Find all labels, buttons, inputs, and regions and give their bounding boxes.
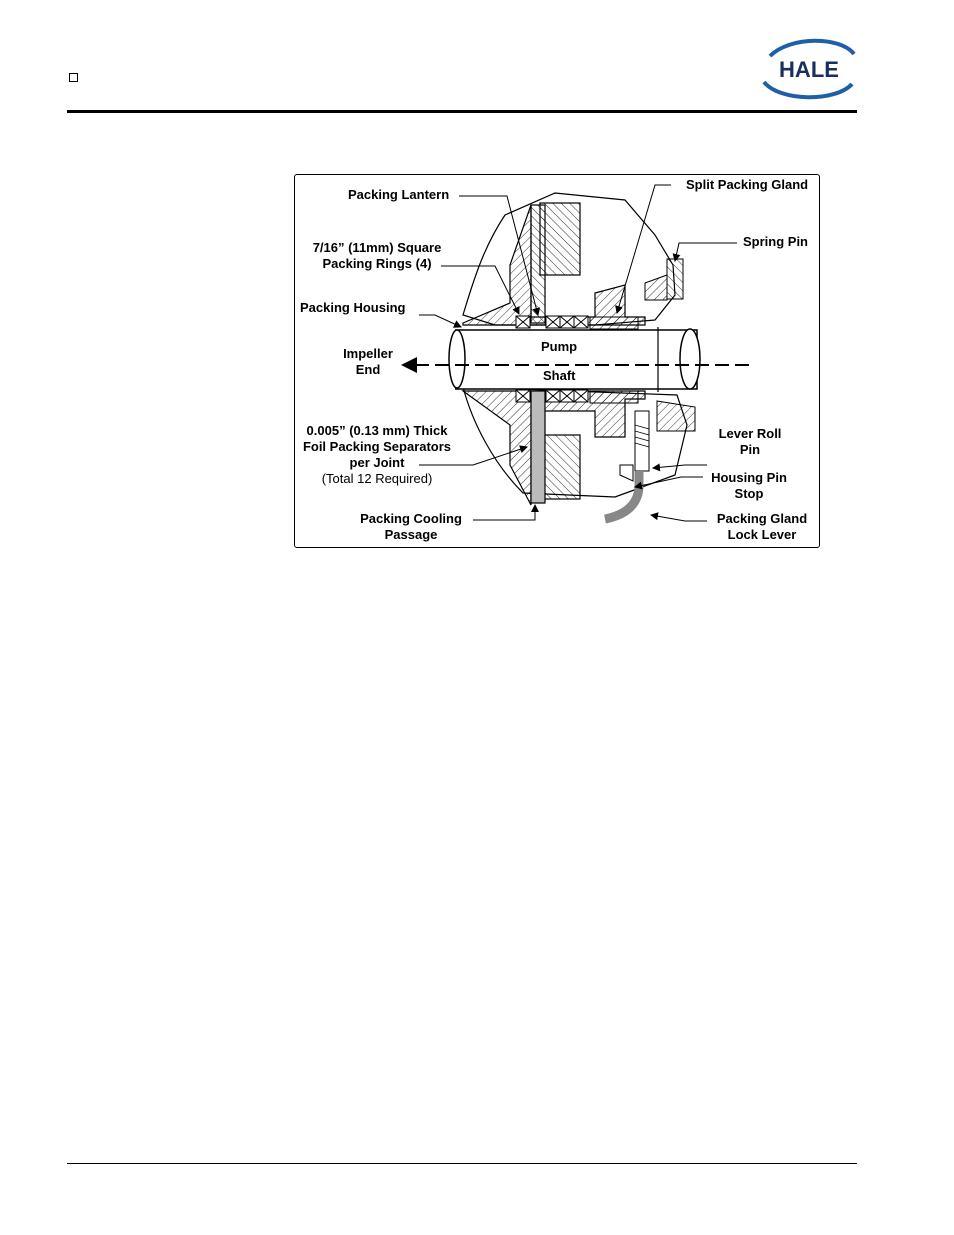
packing-diagram <box>294 174 820 548</box>
label-packing-gland-lock-lever <box>707 511 817 543</box>
empty-checkbox-icon <box>69 73 78 82</box>
label-cooling-line2: Passage <box>384 527 438 542</box>
label-housing-pin-line2: Stop <box>734 486 764 501</box>
label-packing-rings-line1: 7/16” (11mm) Square <box>312 240 442 255</box>
split-packing-gland-upper <box>590 317 638 329</box>
spring-pin <box>667 259 683 299</box>
label-impeller-end <box>335 346 401 378</box>
label-housing-pin-stop <box>705 470 793 502</box>
label-cooling-line1: Packing Cooling <box>360 511 462 526</box>
label-lever-roll-line2: Pin <box>739 442 761 457</box>
label-lock-lever-line2: Lock Lever <box>727 527 797 542</box>
footer-rule <box>67 1163 857 1164</box>
label-lever-roll-pin <box>711 426 789 458</box>
label-housing-pin-line1: Housing Pin <box>711 470 787 485</box>
label-shaft: Shaft <box>543 368 576 383</box>
pump-shaft <box>401 327 755 392</box>
label-spring-pin: Spring Pin <box>743 234 808 249</box>
label-foil-line3: per Joint <box>349 455 405 470</box>
lever-roll-pin <box>635 411 649 471</box>
label-packing-rings-line2: Packing Rings (4) <box>322 256 432 271</box>
label-foil-separators <box>297 423 457 487</box>
label-split-packing-gland: Split Packing Gland <box>686 177 809 192</box>
label-impeller-end-line1: Impeller <box>343 346 393 361</box>
label-packing-lantern: Packing Lantern <box>348 187 450 202</box>
label-foil-note: (Total 12 Required) <box>321 471 433 486</box>
label-impeller-end-line2: End <box>355 362 381 377</box>
packing-cooling-passage <box>531 391 545 503</box>
label-pump: Pump <box>541 339 578 354</box>
label-foil-line2: Foil Packing Separators <box>302 439 452 454</box>
label-packing-housing: Packing Housing <box>300 300 406 315</box>
hale-logo <box>760 38 858 100</box>
impeller-direction-arrow <box>401 357 417 373</box>
packing-rings-lower <box>516 390 588 402</box>
packing-rings-upper <box>516 316 588 328</box>
packing-lantern <box>531 205 545 323</box>
label-lever-roll-line1: Lever Roll <box>718 426 782 441</box>
label-foil-line1: 0.005” (0.13 mm) Thick <box>306 423 448 438</box>
label-packing-cooling-passage <box>351 511 471 543</box>
label-lock-lever-line1: Packing Gland <box>716 511 808 526</box>
header-rule <box>67 110 857 113</box>
logo-text: HALE <box>779 57 839 82</box>
label-packing-rings <box>307 240 447 272</box>
housing-pin-stop <box>620 465 633 481</box>
